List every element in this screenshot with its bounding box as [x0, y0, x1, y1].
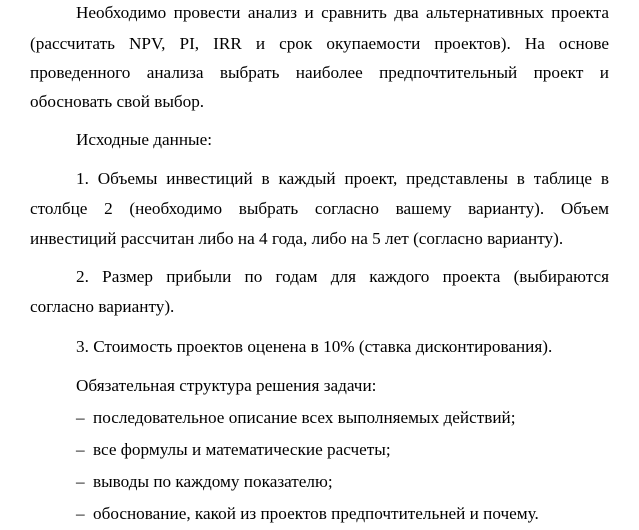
task-line-1: Необходимо провести анализ и сравнить два альтернативных проекта: [76, 3, 609, 22]
structure-item-text: обоснование, какой из проектов предпочтительней и почему.: [93, 504, 539, 523]
source-heading: Исходные данные:: [76, 130, 212, 149]
structure-heading: Обязательная структура решения задачи:: [76, 376, 377, 395]
item-2-line-1: 2. Размер прибыли по годам для каждого проекта (выбираются: [76, 267, 609, 286]
item-2-line-2: согласно варианту).: [30, 297, 175, 316]
task-line-4: обосновать свой выбор.: [30, 92, 205, 111]
structure-item-text: выводы по каждому показателю;: [93, 472, 333, 491]
dash-bullet: –: [76, 440, 85, 459]
structure-item-4: [76, 501, 609, 527]
structure-item-3: [76, 469, 609, 495]
document-page: [30, 0, 609, 530]
structure-item-1: [76, 405, 609, 431]
task-line-2: (рассчитать NPV, PI, IRR и срок окупаемости проектов). На основе: [30, 34, 609, 53]
task-line-3: проведенного анализа выбрать наиболее предпочтительный проект и: [30, 63, 609, 82]
structure-item-2: [76, 437, 609, 463]
dash-bullet: –: [76, 472, 85, 491]
dash-bullet: –: [76, 408, 85, 427]
item-3-line-1: 3. Стоимость проектов оценена в 10% (ставка дисконтирования).: [76, 337, 553, 356]
structure-item-text: все формулы и математические расчеты;: [93, 440, 391, 459]
item-1-line-3: инвестиций рассчитан либо на 4 года, либо на 5 лет (согласно варианту).: [30, 229, 564, 248]
structure-item-text: последовательное описание всех выполняемых действий;: [93, 408, 516, 427]
dash-bullet: –: [76, 504, 85, 523]
item-1-line-2: столбце 2 (необходимо выбрать согласно вашему варианту). Объем: [30, 199, 609, 218]
item-1-line-1: 1. Объемы инвестиций в каждый проект, представлены в таблице в: [76, 169, 609, 188]
